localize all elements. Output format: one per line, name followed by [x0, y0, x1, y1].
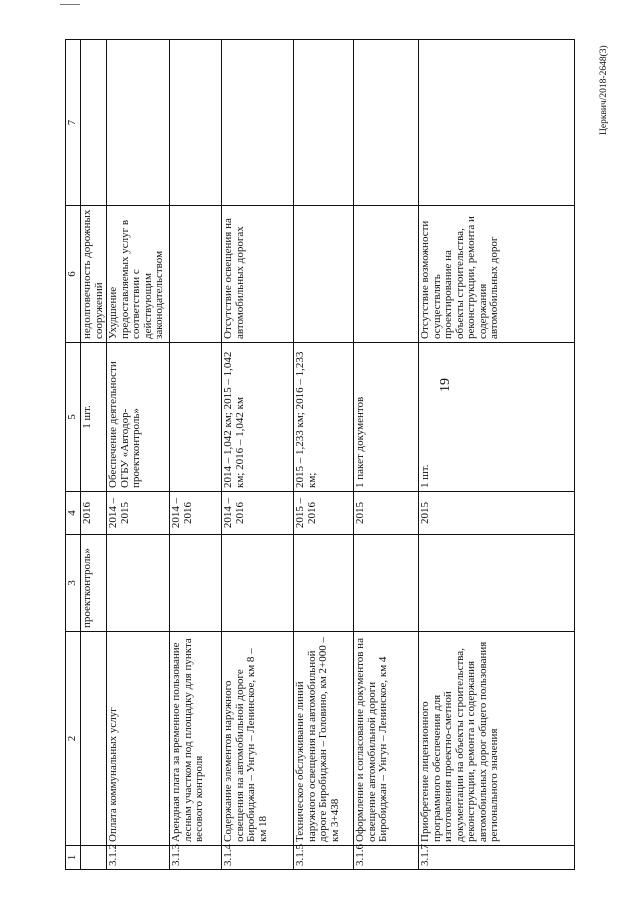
- cell-empty: [81, 846, 107, 870]
- row-link: [294, 40, 354, 206]
- row-name: Техническое обслуживание линий наружного освещения на автомобильной дороге Биробиджан – Головино, км 2+000 – км 3+438: [294, 632, 354, 846]
- header-col-1: 1: [66, 846, 81, 870]
- row-result: 2014 – 1,042 км; 2015 – 1,042 км; 2016 – 1,042 км: [222, 343, 294, 492]
- table-row: [419, 40, 575, 870]
- row-result: 1 шт.: [419, 343, 575, 492]
- table-row: [354, 40, 419, 870]
- row-number: 3.1.4: [222, 846, 294, 870]
- row-consequence: [354, 206, 419, 343]
- row-result: 1 пакет документов: [354, 343, 419, 492]
- row-result: Обеспечение деятельности ОГБУ «Автодор-проектконтроль»: [107, 343, 170, 492]
- scan-mark: [60, 4, 80, 5]
- row-executor: [107, 535, 170, 632]
- row-name: Оплата коммунальных услуг: [107, 632, 170, 846]
- page-number: 19: [438, 378, 453, 392]
- continuation-period: 2016: [81, 492, 107, 535]
- continuation-result: 1 шт.: [81, 343, 107, 492]
- table-row: [222, 40, 294, 870]
- row-link: [419, 40, 575, 206]
- row-consequence: [170, 206, 222, 343]
- header-col-3: 3: [66, 535, 81, 632]
- row-consequence: Отсутствие возможности осуществлять проектирование на объекты строительства, реконструкции, ремонта и содержания автомобильных дорог: [419, 206, 575, 343]
- continuation-row: [81, 40, 107, 870]
- row-name: Оформление и согласование документов на освещение автомобильной дороги Биробиджан – Унгун – Ленинское, км 4: [354, 632, 419, 846]
- table-container: [65, 40, 575, 870]
- table-row: [170, 40, 222, 870]
- row-number: 3.1.2: [107, 846, 170, 870]
- row-name: Содержание элементов наружного освещения на автомобильной дороге Биробиджан – Унгун – Ленинское, км 8 – км 18: [222, 632, 294, 846]
- row-name: Приобретение лицензионного программного обеспечения для изготовления проектно-сметной документации на объекты строительства, реконструкции, ремонта и содержания автомобильных дорог общего пользования регионального значения: [419, 632, 575, 846]
- row-link: [222, 40, 294, 206]
- row-executor: [419, 535, 575, 632]
- table-row: [294, 40, 354, 870]
- row-executor: [294, 535, 354, 632]
- row-link: [107, 40, 170, 206]
- row-period: 2014 – 2016: [222, 492, 294, 535]
- row-period: 2014 – 2016: [170, 492, 222, 535]
- row-period: 2015: [419, 492, 575, 535]
- row-consequence: Отсутствие освещения на автомобильных дорогах: [222, 206, 294, 343]
- row-consequence: Ухудшение предоставляемых услуг в соответствии с действующим законодательством: [107, 206, 170, 343]
- row-number: 3.1.6: [354, 846, 419, 870]
- table-row: [107, 40, 170, 870]
- row-consequence: [294, 206, 354, 343]
- header-col-6: 6: [66, 206, 81, 343]
- row-number: 3.1.7: [419, 846, 575, 870]
- cell-empty: [81, 632, 107, 846]
- continuation-consequence: недолговечность дорожных сооружений: [81, 206, 107, 343]
- row-result: [170, 343, 222, 492]
- row-executor: [354, 535, 419, 632]
- row-number: 3.1.3: [170, 846, 222, 870]
- row-period: 2015 – 2016: [294, 492, 354, 535]
- header-col-4: 4: [66, 492, 81, 535]
- document-id: Церквич/2018-2648(3): [599, 45, 609, 135]
- row-period: 2014 – 2015: [107, 492, 170, 535]
- row-link: [170, 40, 222, 206]
- row-executor: [170, 535, 222, 632]
- row-number: 3.1.5: [294, 846, 354, 870]
- header-col-7: 7: [66, 40, 81, 206]
- header-col-2: 2: [66, 632, 81, 846]
- row-period: 2015: [354, 492, 419, 535]
- row-link: [354, 40, 419, 206]
- program-table: [65, 39, 575, 870]
- row-name: Арендная плата за временное пользование лесным участком под площадку для пункта весового контроля: [170, 632, 222, 846]
- row-executor: [222, 535, 294, 632]
- continuation-executor: проектконтроль»: [81, 535, 107, 632]
- cell-empty: [81, 40, 107, 206]
- header-row: [66, 40, 81, 870]
- row-result: 2015 – 1,233 км; 2016 – 1,233 км;: [294, 343, 354, 492]
- header-col-5: 5: [66, 343, 81, 492]
